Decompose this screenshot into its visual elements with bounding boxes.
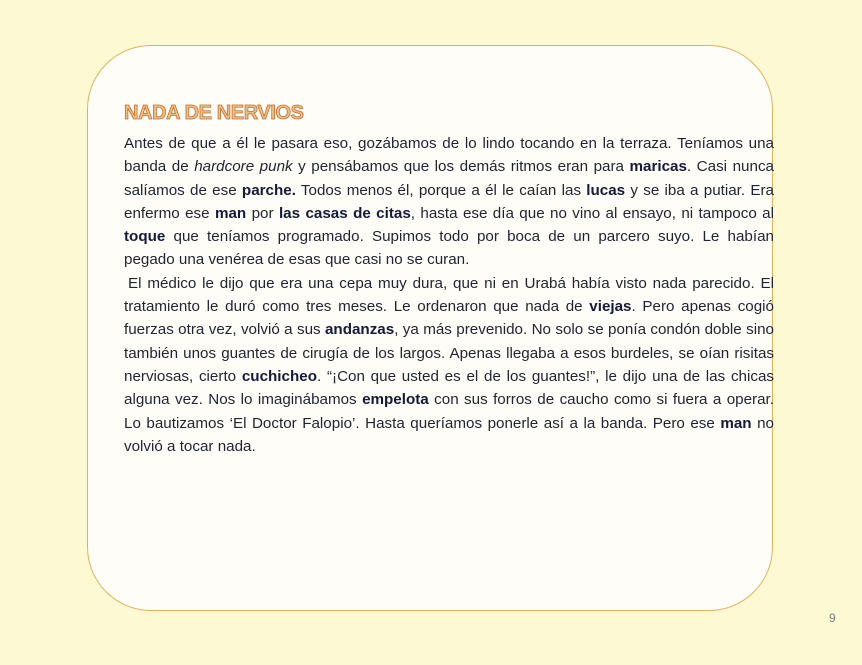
text-span: Antes de que a él le pasara eso, gozábamos de lo lindo tocando en la terraza. Teníamos una banda de bbox=[124, 135, 774, 176]
story-content bbox=[124, 100, 774, 458]
text-span: y se iba a putiar. Era enfermo ese bbox=[124, 181, 775, 222]
text-span: que teníamos programado. Supimos todo por boca de un parcero suyo. Le habían pegado una venérea de esas que casi no se curan. bbox=[124, 228, 774, 269]
slang-term-man: man bbox=[720, 414, 752, 432]
slang-term-maricas: maricas bbox=[629, 158, 687, 176]
text-span: . Casi nunca salíamos de ese bbox=[124, 158, 774, 199]
text-span: y pensábamos que los demás ritmos eran para bbox=[292, 158, 630, 176]
text-span: El médico le dijo que era una cepa muy dura, que ni en Urabá había visto nada parecido. El tratamiento le duró como tres meses. Le ordenaron que nada de bbox=[124, 274, 774, 316]
slang-term-andanzas: andanzas bbox=[324, 321, 395, 339]
text-span: con sus forros de caucho como si fuera a operar. Lo bautizamos ‘El Doctor Falopio’. Hasta queríamos ponerle así a la banda. Pero ese bbox=[124, 391, 774, 432]
slang-term-toque: toque bbox=[124, 228, 166, 246]
slang-term-viejas: viejas bbox=[589, 298, 632, 316]
slang-term-man: man bbox=[214, 204, 247, 222]
text-span: , ya más prevenido. No solo se ponía condón doble sino también unos guantes de cirugía de los largos. Apenas llegaba a esos burdeles, se oían risitas nerviosas, cierto bbox=[124, 321, 774, 385]
paragraph-2 bbox=[124, 272, 774, 458]
story-title: NADA DE NERVIOS bbox=[124, 102, 304, 124]
slang-term-lucas: lucas bbox=[586, 181, 626, 199]
slang-term-cuchicheo: cuchicheo bbox=[241, 367, 317, 385]
text-span: , hasta ese día que no vino al ensayo, ni tampoco al bbox=[410, 204, 774, 222]
text-span: . “¡Con que usted es el de los guantes!”, le dijo una de las chicas alguna vez. Nos lo imaginábamos bbox=[124, 367, 774, 409]
text-span: no volvió a tocar nada. bbox=[124, 414, 774, 455]
slang-term-empelota: empelota bbox=[362, 391, 429, 409]
paragraph-1 bbox=[124, 132, 774, 272]
text-span: . Pero apenas cogió fuerzas otra vez, volvió a sus bbox=[124, 298, 775, 339]
text-span: por bbox=[246, 204, 279, 222]
story-card bbox=[87, 45, 773, 611]
slang-term-casas-de-citas: las casas de citas bbox=[278, 204, 411, 222]
page-number: 9 bbox=[829, 611, 836, 625]
slang-term-parche: parche. bbox=[241, 181, 296, 199]
text-span: Todos menos él, porque a él le caían las bbox=[295, 181, 587, 199]
italic-term: hardcore punk bbox=[194, 158, 293, 176]
